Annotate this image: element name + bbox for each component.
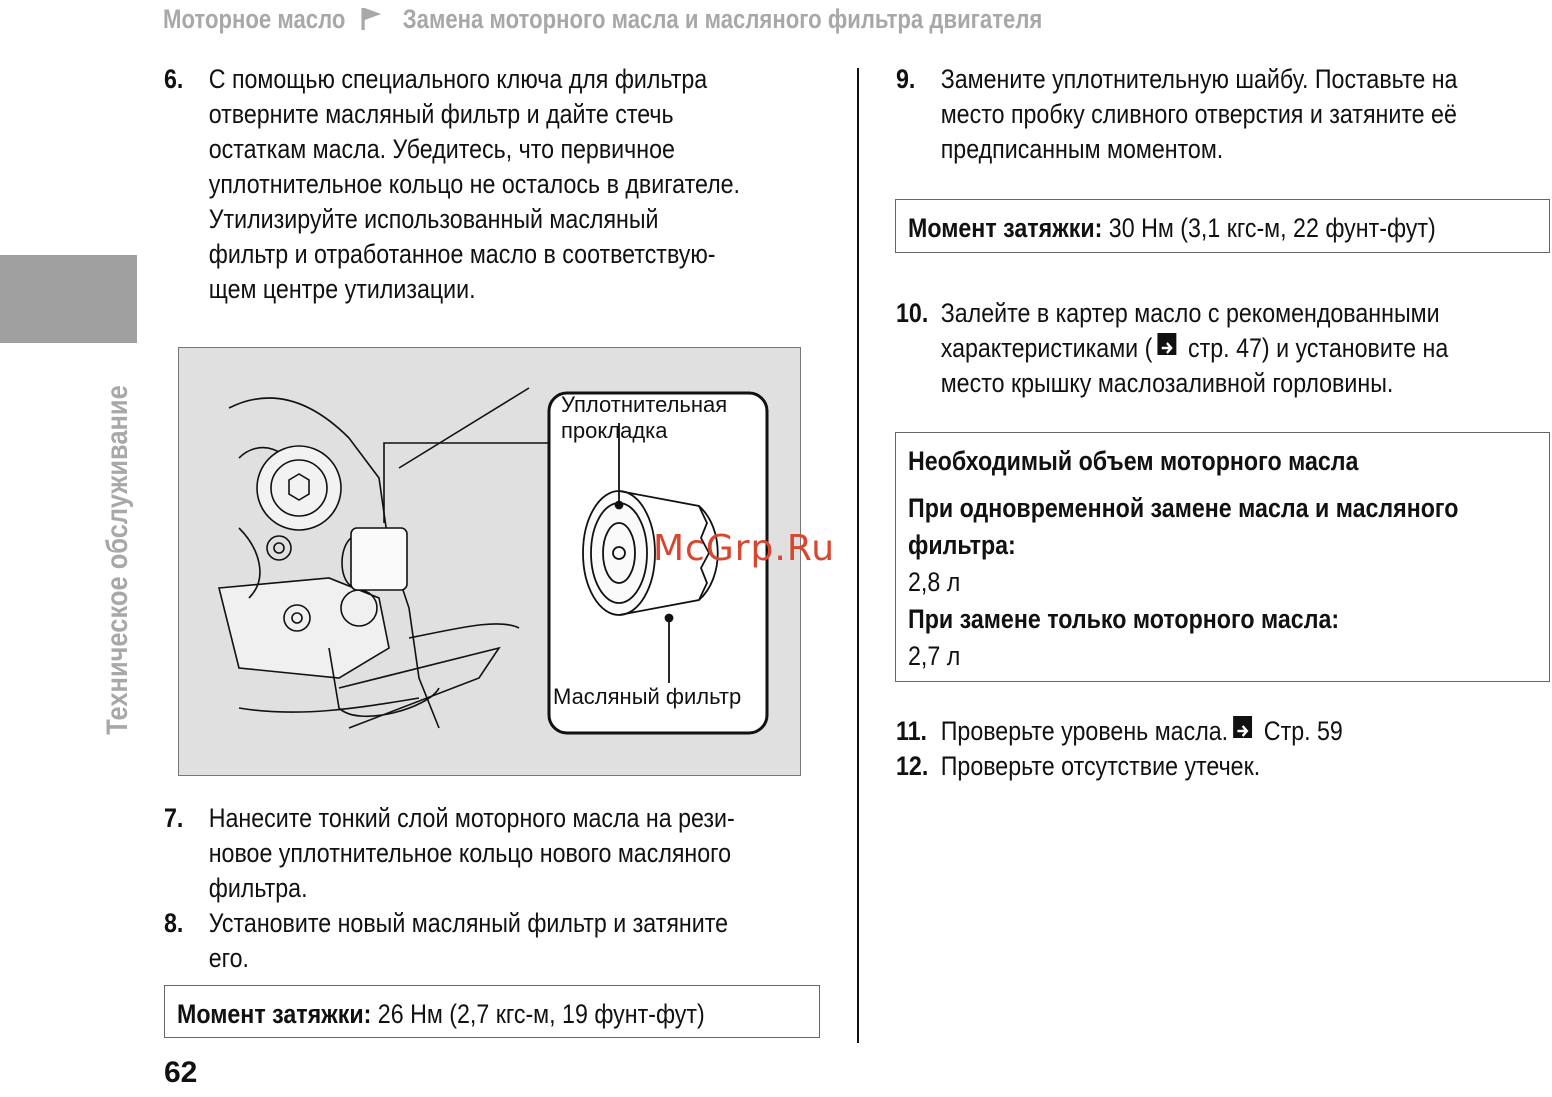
- torque-label: Момент затяжки:: [908, 213, 1103, 243]
- step-line: Залейте в картер масло с рекомендованными: [940, 298, 1440, 328]
- flag-arrow-icon: [360, 6, 383, 32]
- step-line: место пробку сливного отверстия и затяните её: [940, 99, 1457, 129]
- header-section: Моторное масло: [163, 3, 346, 34]
- reference-arrow-icon: [1233, 716, 1252, 738]
- step-line-part: Проверьте уровень масла.: [940, 716, 1229, 746]
- step-line: [941, 331, 1550, 366]
- step-11: [896, 714, 1552, 749]
- step-10: [896, 296, 1552, 401]
- oil-only-label: При замене только моторного масла:: [908, 604, 1340, 634]
- with-filter-label: При одновременной замене масла и масляного: [908, 493, 1459, 523]
- step-line: предписанным моментом.: [940, 134, 1224, 164]
- with-filter-value: 2,8 л: [908, 567, 961, 597]
- torque-value: 26 Нм (2,7 кгс-м, 19 фунт-фут): [371, 999, 705, 1029]
- label-oil-filter: Масляный фильтр: [553, 684, 742, 709]
- oil-volume-box: [895, 432, 1550, 682]
- label-gasket-2: прокладка: [561, 418, 668, 443]
- step-line: Утилизируйте использованный масляный: [208, 204, 659, 234]
- step-line: Замените уплотнительную шайбу. Поставьте на: [940, 64, 1458, 94]
- torque-box-right: [895, 199, 1550, 253]
- step-number: 9.: [896, 64, 916, 94]
- chapter-label: Техническое обслуживание: [101, 385, 134, 735]
- step-line: место крышку маслозаливной горловины.: [940, 368, 1394, 398]
- page-header: [163, 0, 1042, 38]
- chapter-tab: [0, 255, 137, 343]
- step-12: [896, 749, 1552, 784]
- header-subsection: Замена моторного масла и масляного фильтра двигателя: [402, 3, 1043, 34]
- step-line: фильтр и отработанное масло в соответствую-: [208, 239, 716, 269]
- with-filter-label-cont: фильтра:: [908, 530, 1016, 560]
- step-line: Проверьте отсутствие утечек.: [940, 751, 1261, 781]
- step-line: уплотнительное кольцо не осталось в двигателе.: [208, 169, 741, 199]
- step-8: [164, 906, 924, 976]
- step-line-part: Стр. 59: [1257, 716, 1343, 746]
- step-line: его.: [208, 943, 249, 973]
- page-number: 62: [164, 1056, 198, 1089]
- step-line: Нанесите тонкий слой моторного масла на рези-: [208, 803, 735, 833]
- watermark: McGrp.Ru: [653, 528, 836, 569]
- step-number: 7.: [164, 803, 184, 833]
- step-line: фильтра.: [208, 873, 308, 903]
- step-number: 6.: [164, 64, 184, 94]
- step-line-part: характеристиками (: [940, 333, 1153, 363]
- step-7: [164, 801, 924, 906]
- step-line-part: стр. 47) и установите на: [1181, 333, 1449, 363]
- step-number: 11.: [896, 716, 928, 746]
- torque-box-left: [164, 985, 820, 1038]
- step-number: 8.: [164, 908, 184, 938]
- oil-volume-title: Необходимый объем моторного масла: [908, 446, 1359, 476]
- step-line: С помощью специального ключа для фильтра: [208, 64, 708, 94]
- step-line: остаткам масла. Убедитесь, что первичное: [208, 134, 675, 164]
- step-6: [164, 62, 884, 307]
- step-line: новое уплотнительное кольцо нового масляного: [208, 838, 732, 868]
- reference-arrow-icon: [1157, 333, 1176, 355]
- step-line: Установите новый масляный фильтр и затяните: [208, 908, 728, 938]
- step-line: щем центре утилизации.: [208, 274, 476, 304]
- torque-label: Момент затяжки:: [177, 999, 372, 1029]
- label-gasket-1: Уплотнительная: [561, 392, 728, 417]
- step-line: отверните масляный фильтр и дайте стечь: [208, 99, 674, 129]
- step-number: 10.: [896, 298, 929, 328]
- torque-value: 30 Нм (3,1 кгс-м, 22 фунт-фут): [1102, 213, 1436, 243]
- step-number: 12.: [896, 751, 929, 781]
- oil-only-value: 2,7 л: [908, 641, 961, 671]
- step-9: [896, 62, 1552, 167]
